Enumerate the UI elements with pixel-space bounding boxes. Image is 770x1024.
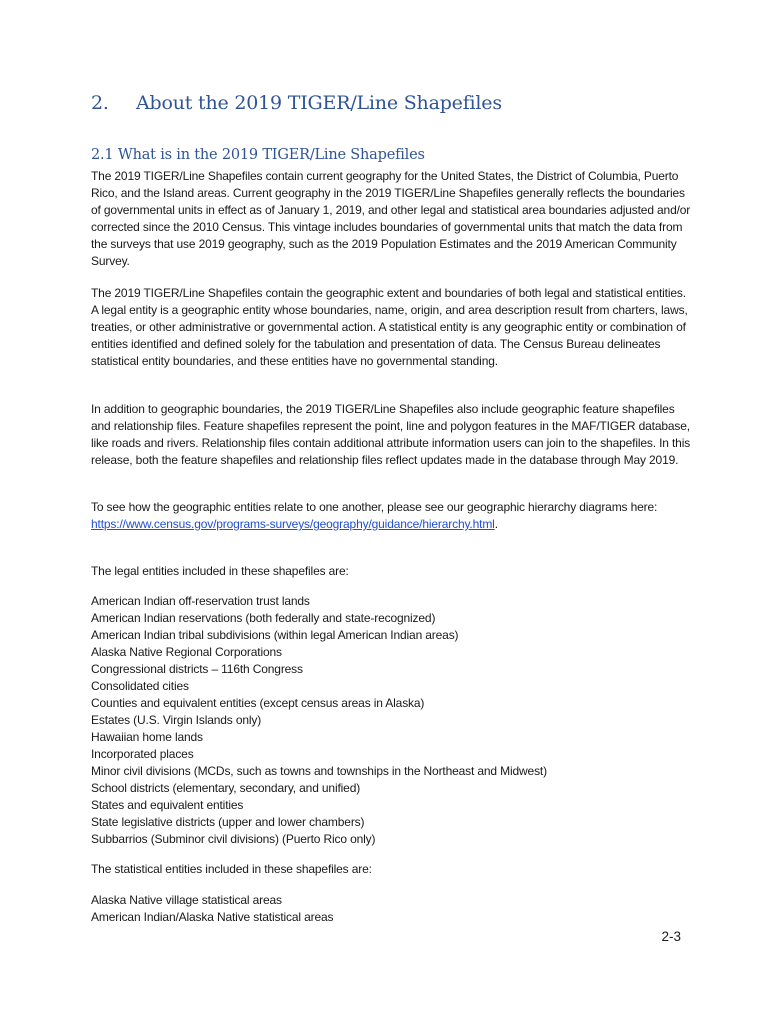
list-item: Counties and equivalent entities (except census areas in Alaska)	[91, 696, 425, 710]
list-item: School districts (elementary, secondary, and unified)	[91, 781, 361, 795]
chapter-title: About the 2019 TIGER/Line Shapefiles	[136, 92, 502, 114]
list-item: States and equivalent entities	[91, 798, 244, 812]
list-item: Consolidated cities	[91, 679, 189, 693]
paragraph-text: In addition to geographic boundaries, the 2019 TIGER/Line Shapefiles also include geographic feature shapefiles and relationship files. Feature shapefiles represent the point, line and polygon features in the MAF/TIGER database, like roads and rivers. Relationship files contain additional attribute information users can join to the shapefiles. In this release, both the feature shapefiles and relationship files reflect updates made in the database through May 2019.	[91, 402, 691, 467]
list-item: Subbarrios (Subminor civil divisions) (Puerto Rico only)	[91, 832, 376, 846]
list-item: Alaska Native Regional Corporations	[91, 645, 282, 659]
section-heading: 2.1 What is in the 2019 TIGER/Line Shapefiles	[91, 147, 425, 163]
list-item: American Indian tribal subdivisions (within legal American Indian areas)	[91, 628, 459, 642]
list-item: State legislative districts (upper and lower chambers)	[91, 815, 365, 829]
hierarchy-paragraph	[91, 499, 691, 533]
paragraph-text: The 2019 TIGER/Line Shapefiles contain current geography for the United States, the District of Columbia, Puerto Rico, and the Island areas. Current geography in the 2019 TIGER/Line Shapefiles generally reflects the boundaries of governmental units in effect as of January 1, 2019, and other legal and statistical area boundaries adjusted and/or corrected since the 2010 Census. This vintage includes boundaries of governmental units that match the data from the surveys that use 2019 geography, such as the 2019 Population Estimates and the 2019 American Community Survey.	[91, 169, 691, 268]
list-item: Alaska Native village statistical areas	[91, 893, 282, 907]
hierarchy-text: To see how the geographic entities relate to one another, please see our geographic hierarchy diagrams here:	[91, 500, 658, 514]
statistical-intro: The statistical entities included in these shapefiles are:	[91, 862, 372, 876]
paragraph-text: The 2019 TIGER/Line Shapefiles contain the geographic extent and boundaries of both legal and statistical entities. A legal entity is a geographic entity whose boundaries, name, origin, and area description result from charters, laws, treaties, or other administrative or governmental action. A statistical entity is any geographic entity or combination of entities identified and defined solely for the tabulation and presentation of data. The Census Bureau delineates statistical entity boundaries, and these entities have no governmental standing.	[91, 286, 688, 368]
list-item: American Indian reservations (both federally and state-recognized)	[91, 611, 436, 625]
statistical-entities-list	[91, 892, 691, 926]
list-item: Congressional districts – 116th Congress	[91, 662, 303, 676]
paragraph-2	[91, 285, 691, 370]
legal-intro: The legal entities included in these shapefiles are:	[91, 564, 349, 578]
list-item: Hawaiian home lands	[91, 730, 203, 744]
list-item: Estates (U.S. Virgin Islands only)	[91, 713, 262, 727]
legal-entities-list	[91, 593, 691, 848]
hierarchy-after: .	[494, 517, 498, 531]
list-item: Incorporated places	[91, 747, 194, 761]
chapter-heading	[91, 92, 502, 114]
paragraph-3	[91, 401, 691, 469]
hierarchy-link[interactable]: https://www.census.gov/programs-surveys/geography/guidance/hierarchy.html	[91, 517, 495, 531]
paragraph-1	[91, 168, 691, 270]
list-item: American Indian/Alaska Native statistical areas	[91, 910, 334, 924]
list-item: Minor civil divisions (MCDs, such as towns and townships in the Northeast and Midwest)	[91, 764, 547, 778]
list-item: American Indian off-reservation trust lands	[91, 594, 310, 608]
page-number: 2-3	[661, 929, 681, 944]
chapter-number: 2.	[91, 92, 109, 114]
